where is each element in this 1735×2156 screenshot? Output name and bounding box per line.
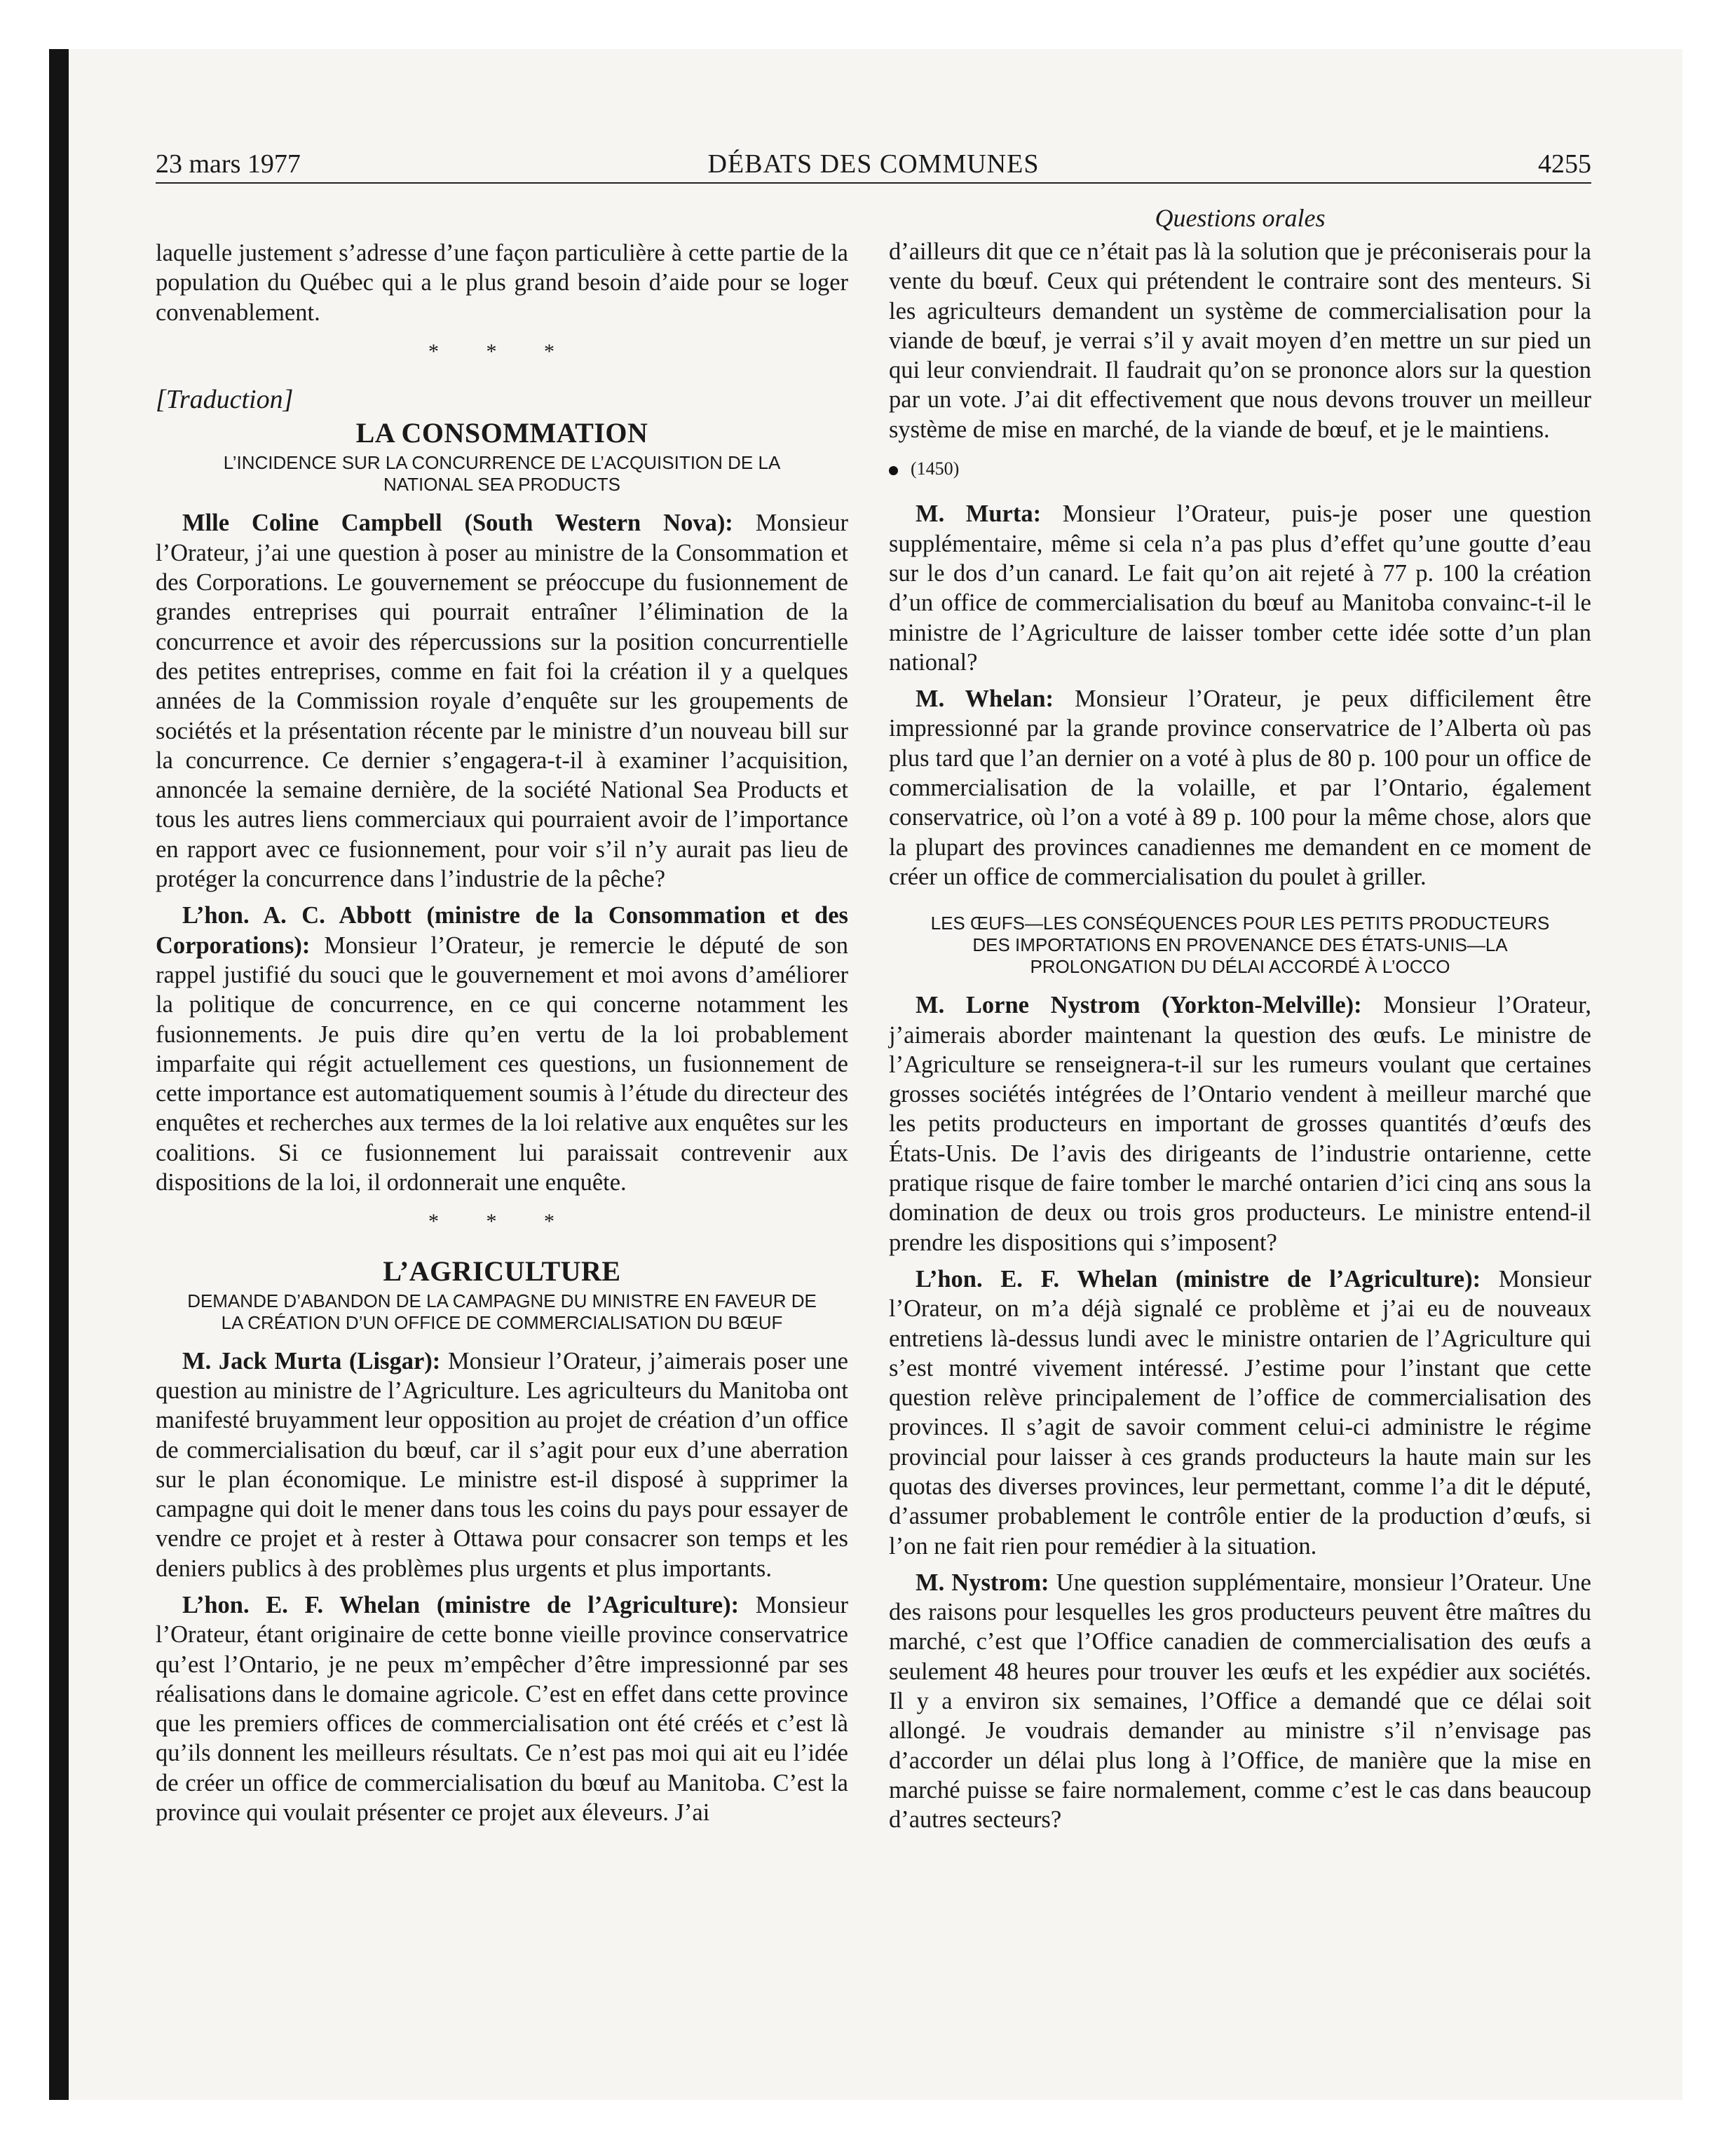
- speech-paragraph: [156, 1346, 848, 1583]
- speaker-name: L’hon. E. F. Whelan (ministre de l’Agriculture):: [182, 1591, 740, 1618]
- speaker-name: L’hon. A. C. Abbott (ministre de la Consommation et des Corporations):: [156, 902, 848, 959]
- page-header: [156, 149, 1591, 184]
- continuation-paragraph: laquelle justement s’adresse d’une façon particulière à cette partie de la population du Québec qui a le plus grand besoin d’aide pour se loger convenablement.: [156, 240, 848, 326]
- section-separator: * * *: [428, 1210, 576, 1234]
- speech-paragraph: [889, 1264, 1591, 1561]
- left-column: [156, 238, 848, 1834]
- time-marker-text: (1450): [911, 458, 960, 479]
- speech-text: Monsieur l’Orateur, je remercie le député de son rappel justifié du souci que le gouvernement et moi avons d’améliorer la politique de concurrence, en ce qui concerne notamment les fusionnements. Je puis dire qu’en vertu de la loi probablement imparfaite qui régit actuellement ces questions, un fusionnement de cette importance est automatiquement soumis à l’étude du directeur des enquêtes et recherches aux termes de la loi relative aux enquêtes sur les coalitions. Si ce fusionnement lui paraissait contrevenir aux dispositions de la loi, il ordonnerait une enquête.: [156, 932, 848, 1196]
- section-subtitle-oeufs: LES ŒUFS—LES CONSÉQUENCES POUR LES PETITS PRODUCTEURS DES IMPORTATIONS EN PROVENANCE DES ÉTATS-UNIS—LA PROLONGATION DU DÉLAI ACCORDÉ À L’OCCO: [930, 913, 1550, 978]
- speaker-name: M. Lorne Nystrom (Yorkton-Melville):: [916, 992, 1362, 1019]
- header-page-number: 4255: [1538, 149, 1591, 179]
- time-marker: [889, 454, 1591, 484]
- speech-paragraph: [156, 508, 848, 894]
- speech-text: Monsieur l’Orateur, j’aimerais poser une question au ministre de l’Agriculture. Les agriculteurs du Manitoba ont manifesté bruyamment leur opposition au projet de création d’un office de commercialisation du bœuf, car il s’agit pour eux d’une aberration sur le plan économique. Le ministre est-il disposé à supprimer la campagne qui doit le mener dans tous les coins du pays pour essayer de vendre ce projet et à rester à Ottawa pour consacrer son temps et les deniers publics à des problèmes plus urgents et plus importants.: [156, 1347, 848, 1582]
- header-publication: DÉBATS DES COMMUNES: [707, 149, 1040, 179]
- speech-paragraph: [889, 499, 1591, 677]
- speech-paragraph: [156, 901, 848, 1197]
- section-subtitle-consommation: L’INCIDENCE SUR LA CONCURRENCE DE L’ACQUISITION DE LA NATIONAL SEA PRODUCTS: [223, 452, 781, 496]
- speech-paragraph: [889, 684, 1591, 892]
- speech-text: Monsieur l’Orateur, on m’a déjà signalé ce problème et j’ai eu de nouveaux entretiens là-dessus lundi avec le ministre ontarien de l’Agriculture qui s’est montré vivement intéressé. J’estime pour l’instant que cette question relève principalement de l’office de commercialisation des provinces. Il s’agit de savoir comment celui-ci administre le régime provincial pour laisser à ces grands producteurs la haute main sur les quotas des diverses provinces, leur permettant, comme l’a dit le député, d’assumer probablement le contrôle entier de la production d’œufs, si l’on ne fait rien pour remédier à la situation.: [889, 1265, 1591, 1560]
- speech-paragraph: [156, 1590, 848, 1827]
- section-separator: * * *: [428, 339, 576, 363]
- speech-paragraph: [889, 990, 1591, 1257]
- section-title-agriculture: L’AGRICULTURE: [383, 1255, 621, 1287]
- speech-paragraph: [889, 1568, 1591, 1835]
- speaker-name: Mlle Coline Campbell (South Western Nova):: [182, 510, 733, 537]
- speech-text: Monsieur l’Orateur, j’aimerais aborder maintenant la question des œufs. Le ministre de l’Agriculture se renseignera-t-il sur les rumeurs voulant que certaines grosses sociétés intégrées de l’Ontario vendent à meilleur marché que les petits producteurs en important de grosses quantités d’œufs des États-Unis. De l’avis des dirigeants de l’industrie ontarienne, cette pratique risque de faire tomber le marché ontarien d’ici cinq ans sous la domination de deux ou trois gros producteurs. Le ministre entend-il prendre les dispositions qui s’imposent?: [889, 992, 1591, 1256]
- speech-text: Une question supplémentaire, monsieur l’Orateur. Une des raisons pour lesquelles les gros producteurs peuvent être maîtres du marché, c’est que l’Office canadien de commercialisation des œufs a seulement 48 heures pour trouver les œufs et les expédier aux sociétés. Il y a environ six semaines, l’Office a demandé que ce délai soit allongé. Je voudrais demander au ministre s’il n’envisage pas d’accorder un délai plus long à l’Office, de manière que la mise en marché puisse se faire normalement, comme c’est le cas dans beaucoup d’autres secteurs?: [889, 1569, 1591, 1834]
- bullet-icon: [889, 466, 898, 475]
- header-date: 23 mars 1977: [156, 149, 301, 179]
- running-title: Questions orales: [1155, 204, 1326, 232]
- traduction-note: [Traduction]: [156, 385, 294, 415]
- speech-text: Monsieur l’Orateur, j’ai une question à poser au ministre de la Consommation et des Corporations. Le gouvernement se préoccupe du fusionnement de grandes entreprises qui pourrait entraîner l’élimination de la concurrence et avoir des répercussions sur la position concurrentielle des petites entreprises, comme en fait foi la création il y a quelques années de la Commission royale d’enquête sur les groupements de sociétés et la présentation récente par le ministre d’un nouveau bill sur la concurrence. Ce dernier s’engagera-t-il à examiner l’acquisition, annoncée la semaine dernière, de la société National Sea Products et tous les autres liens commerciaux qui pourraient avoir de l’importance en rapport avec ce fusionnement, pour voir s’il n’y aurait pas lieu de protéger la concurrence dans l’industrie de la pêche?: [156, 510, 848, 893]
- speaker-name: M. Nystrom:: [916, 1569, 1049, 1596]
- speech-text: Monsieur l’Orateur, puis-je poser une question supplémentaire, même si cela n’a pas plus d’effet qu’une goutte d’eau sur le dos d’un canard. Le fait qu’on ait rejeté à 77 p. 100 la création d’un office de commercialisation du bœuf au Manitoba convainc-t-il le ministre de l’Agriculture de laisser tomber cette idée sotte d’un plan national?: [889, 500, 1591, 676]
- speaker-name: M. Murta:: [916, 500, 1042, 528]
- section-title-consommation: LA CONSOMMATION: [355, 417, 648, 449]
- continuation-paragraph: d’ailleurs dit que ce n’était pas là la solution que je préconiserais pour la vente du bœuf. Ceux qui prétendent le contraire sont des menteurs. Si les agriculteurs demandent un système de commercialisation pour la viande de bœuf, je verrai s’il y avait moyen d’en mettre un sur pied un qui leur conviendrait. Il faudrait qu’on se prononce alors sur la question par un vote. J’ai dit effectivement que nous devons trouver un meilleur système de mise en marché, de la viande de bœuf, et je le maintiens.: [889, 238, 1591, 443]
- right-column: [889, 203, 1591, 1842]
- speaker-name: L’hon. E. F. Whelan (ministre de l’Agriculture):: [916, 1265, 1481, 1292]
- speech-text: Monsieur l’Orateur, je peux difficilement être impressionné par la grande province conservatrice de l’Alberta où pas plus tard que l’an dernier on a voté à plus de 80 p. 100 pour un office de commercialisation de la volaille, et par l’Ontario, également conservatrice, où l’on a voté à 89 p. 100 pour la même chose, alors que la plupart des provinces canadiennes me demandent en ce moment de créer un office de commercialisation du poulet à griller.: [889, 685, 1591, 890]
- speaker-name: M. Jack Murta (Lisgar):: [182, 1347, 441, 1374]
- section-subtitle-agriculture: DEMANDE D’ABANDON DE LA CAMPAGNE DU MINISTRE EN FAVEUR DE LA CRÉATION D’UN OFFICE DE COMMERCIALISATION DU BŒUF: [187, 1290, 817, 1333]
- speech-text: Monsieur l’Orateur, étant originaire de cette bonne vieille province conservatrice qu’est l’Ontario, je ne peux m’empêcher d’être impressionné par ses réalisations dans le domaine agricole. C’est en effet dans cette province que les premiers offices de commercialisation ont été créés et c’est là qu’ils donnent les meilleurs résultats. Ce n’est pas moi qui ait eu l’idée de créer un office de commercialisation du bœuf au Manitoba. C’est la province qui voulait présenter ce projet aux éleveurs. J’ai: [156, 1591, 848, 1827]
- speaker-name: M. Whelan:: [916, 685, 1054, 713]
